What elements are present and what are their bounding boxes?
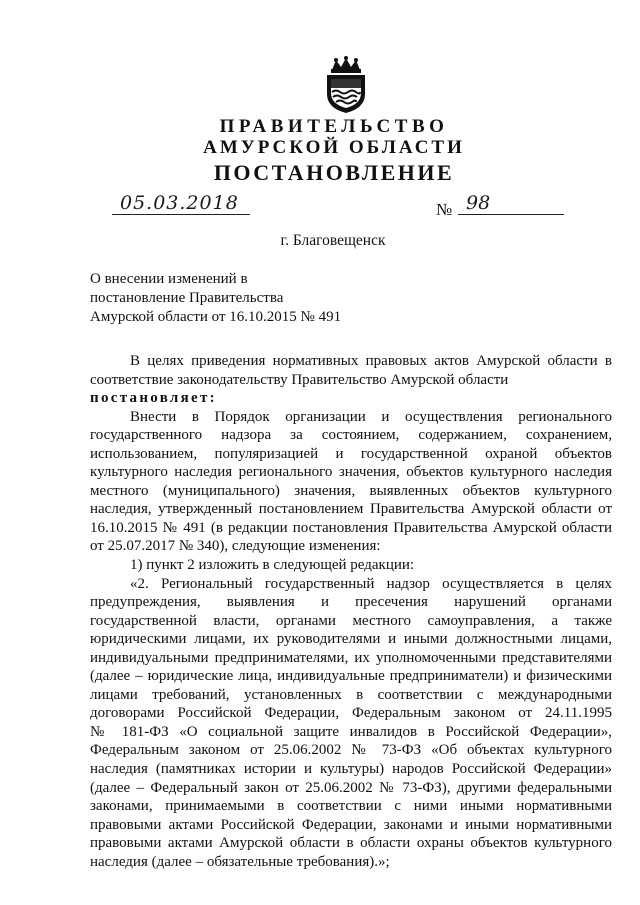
document-type-title: ПОСТАНОВЛЕНИЕ: [213, 160, 455, 185]
body-text-line: местного (муниципального) значения, выявленных объектов культурного: [90, 482, 612, 499]
body-text-line: правовыми актами Российской Федерации, законами и иными нормативными: [90, 816, 612, 833]
date-underline: [112, 214, 250, 215]
body-text-line: Внести в Порядок организации и осуществления регионального: [130, 408, 612, 425]
document-subject: [90, 270, 341, 327]
number-underline: [458, 214, 564, 215]
organization-name-line2: АМУРСКОЙ ОБЛАСТИ: [203, 137, 465, 158]
city-label: г. Благовещенск: [280, 232, 386, 249]
body-text-line: наследия, утвержденный постановлением Правительства Амурской области от: [90, 501, 612, 518]
body-text-line: предупреждения, выявления и пресечения нарушений органами: [90, 594, 612, 611]
body-text-line: наследия (далее – обязательные требования).»;: [90, 853, 390, 870]
body-text-line: лицами требований, установленных в соответствии с международными: [90, 686, 612, 703]
body-text-line: В целях приведения нормативных правовых актов Амурской области в: [130, 353, 612, 369]
subject-line: Амурской области от 16.10.2015 № 491: [90, 309, 342, 325]
body-text-line: законами, принимаемыми в соответствии с ними иными нормативными: [90, 798, 612, 815]
document-number: 98: [466, 192, 491, 214]
body-text-line: 1) пункт 2 изложить в следующей редакции:: [130, 557, 415, 574]
body-text-line: наследия (памятниках истории и культуры) народов Российской Федерации»: [90, 761, 612, 778]
coat-of-arms-icon: [318, 56, 374, 114]
body-text-line: государственной власти, органами местного самоуправления, а также: [90, 612, 612, 629]
body-text-line: использованием, популяризацией и государственной охраной объектов: [90, 445, 612, 462]
body-text-line: государственного надзора за состоянием, содержанием, сохранением,: [90, 427, 612, 444]
organization-name-line1: ПРАВИТЕЛЬСТВО: [219, 116, 449, 137]
body-text-line: культурного наследия регионального значения, объектов культурного наследия: [90, 464, 612, 481]
body-text-line: договорами Российской Федерации, Федеральным законом от 24.11.1995: [90, 705, 612, 722]
subject-line: постановление Правительства: [90, 290, 284, 306]
body-text-line: 16.10.2015 № 491 (в редакции постановления Правительства Амурской области: [90, 519, 612, 536]
body-text-line: соответствие законодательству Правительство Амурской области: [90, 371, 509, 388]
body-text-line: (далее – Федеральный закон от 25.06.2002 № 73-ФЗ), другими федеральными: [90, 779, 612, 796]
body-text-line: постановляет:: [90, 390, 217, 407]
subject-line: О внесении изменений в: [90, 271, 248, 287]
document-body: [90, 352, 612, 871]
body-text-line: индивидуальными предпринимателями, их уполномоченными представителями: [90, 649, 612, 666]
body-text-line: Федеральным законом от 25.06.2002 № 73-ФЗ «Об объектах культурного: [90, 742, 612, 759]
document-date: 05.03.2018: [120, 192, 239, 214]
body-text-line: правовыми актами Амурской области в области охраны объектов культурного: [90, 835, 612, 852]
body-text-line: № 181-ФЗ «О социальной защите инвалидов в Российской Федерации»,: [90, 723, 612, 740]
number-label: №: [436, 200, 453, 219]
body-text-line: (далее – юридические лица, индивидуальные предприниматели) и физическими: [90, 668, 612, 685]
body-text-line: от 25.07.2017 № 340), следующие изменения:: [90, 538, 381, 555]
body-text-line: «2. Региональный государственный надзор осуществляется в целях: [130, 575, 612, 592]
body-text-line: юридическими лицами, их руководителями и иными должностными лицами,: [90, 631, 612, 648]
